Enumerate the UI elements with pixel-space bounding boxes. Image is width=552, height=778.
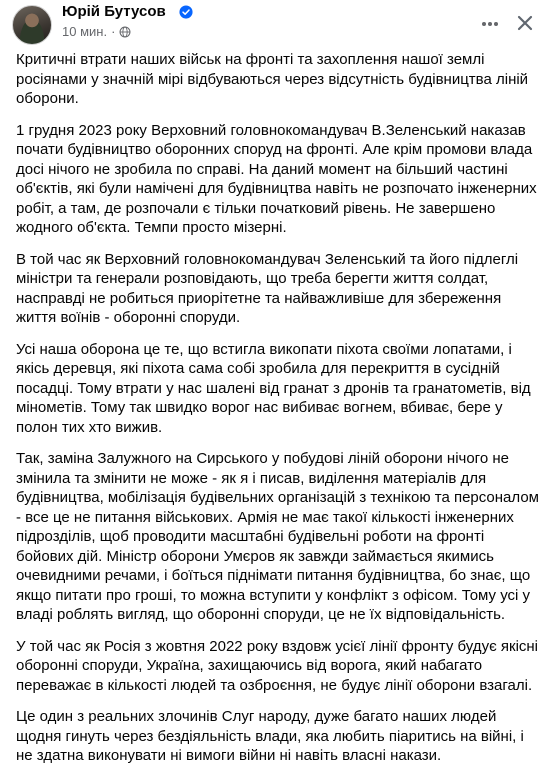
author-name[interactable]: Юрій Бутусов — [62, 3, 166, 20]
post-paragraph: 1 грудня 2023 року Верховний головнокомандувач В.Зеленський наказав почати будівництво оборонних споруд на фронті. Але крім промови влада досі нічого не зробила по справі. На даний момент на більший частині об'єктів, які були намічені для будівництва навіть не розпочато інженерних робіт, а там, де розпочали є тільки початковий рівень. Не завершено жодного об'єкта. Темпи просто мізерні. — [16, 121, 537, 236]
more-horizontal-icon — [481, 21, 499, 27]
close-button[interactable] — [510, 8, 540, 38]
verified-badge-icon — [179, 5, 193, 19]
avatar[interactable] — [12, 5, 52, 45]
post-paragraph: В той час як Верховний головнокомандувач Зеленський та його підлеглі міністри та генерали розповідають, що треба берегти життя солдат, насправді не робиться приорітетне та найважливіше для збереження життя воїнів - оборонні споруди. — [16, 250, 519, 326]
post-paragraph: Це один з реальних злочинів Слуг народу, дуже багато наших людей щодня гинуть через бездіяльність влади, яка любить піаритись на війні, і не здатна виконувати ні вимоги війни ні навіть власні накази. — [16, 708, 524, 764]
post-timestamp[interactable]: 10 мин. — [62, 24, 108, 39]
more-options-button[interactable] — [476, 10, 504, 38]
post-paragraph: Так, заміна Залужного на Сирського у побудові ліній оборони нічого не змінила та змінити не може - як я і писав, виділення матеріалів для будівництва, мобілізація будівельних організацій з технікою та персоналом - все це не питання військових. Армія не має такої кількості інженерних підрозділів, щоб проводити масштабні будівельні роботи на фронті бойових дій. Міністр оборони Умєров як завжди займається якимись очевидними речами, і боїться піднімати питання будівництва, бо знає, що якщо питати про гроші, то можна вступити у конфлікт з офісом. Тому усі у владі роблять вигляд, що оборонні споруди, це не їх відповідальність. — [16, 450, 539, 623]
globe-icon — [119, 26, 131, 38]
post-header — [0, 0, 552, 48]
post-paragraph: У той час як Росія з жовтня 2022 року вздовж усієї лінії фронту будує якісні оборонні споруди, Україна, захищаючись від ворога, який набагато переважає в кількості людей та озброєння, не будує лінії оборони взагалі. — [16, 637, 539, 694]
close-icon — [517, 15, 533, 31]
post-meta — [62, 24, 131, 39]
post-text — [16, 50, 541, 778]
post-paragraph: Критичні втрати наших військ на фронті та захоплення нашої землі росіянами у значній мірі відбуваються через відсутність будівництва ліній оборони. — [16, 51, 529, 107]
meta-separator: · — [111, 24, 116, 39]
post-paragraph: Усі наша оборона це те, що встигла викопати піхота своїми лопатами, і якісь деревця, які піхота сама собі зробила для перекриття в сусідній посадці. Тому втрати у нас шалені від гранат з дронів та гранатометів, від мінометів. Тому так швидко ворог нас вибиває вогнем, вбиває, бере у полон тих хто вижив. — [16, 340, 531, 436]
